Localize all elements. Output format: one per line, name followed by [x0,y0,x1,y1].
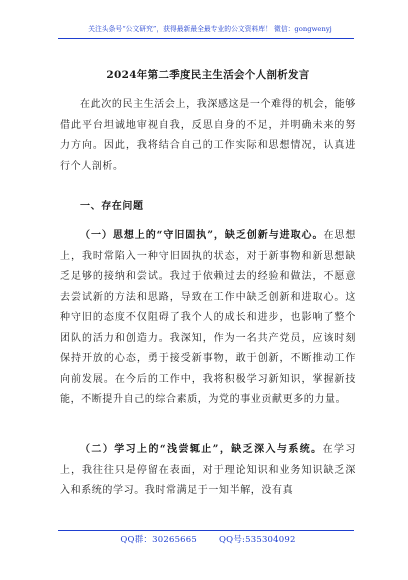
paragraph-2 [60,440,356,502]
footer-contact [60,534,356,546]
paragraph-2-lead: （二）学习上的“浅尝辄止”，缺乏深入与系统。 [80,444,323,455]
document-title: 2024年第二季度民主生活会个人剖析发言 [106,69,310,81]
qq-number-value: 535304092 [245,535,296,545]
intro-paragraph: 在此次的民主生活会上，我深感这是一个难得的机会，能够借此平台坦诚地审视自我，反思自身的不足，并明确未来的努力方向。因此，我将结合自己的工作实际和思想情况，认真进行个人剖析。 [60,99,356,172]
header-divider [58,38,354,39]
paragraph-2-text: 在学习上，我往往只是停留在表面，对于理论知识和业务知识缺乏深入和系统的学习。我时常满足于一知半解，没有真 [60,444,356,496]
qq-group-value: 30265665 [152,535,198,545]
paragraph-1-text: 在思想上，我时常陷入一种守旧固执的状态，对于新事物和新思想缺乏足够的接纳和尝试。我过于依赖过去的经验和做法，不愿意去尝试新的方法和思路，导致在工作中缺乏创新和进取心。这种守旧的态度不仅阻碍了我个人的成长和进步，也影响了整个团队的活力和创造力。我深知，作为一名共产党员，应该时刻保持开放的心态，勇于接受新事物，敢于创新，不断推动工作向前发展。在今后的工作中，我将积极学习新知识，掌握新技能，不断提升自己的综合素质，为党的事业贡献更多的力量。 [60,230,356,405]
qq-number-label: QQ号: [219,535,246,545]
header-banner: 关注头条号“公文研究”，获得最新最全最专业的公文资料库！ 微信：gongwenyj [88,25,332,33]
section-heading: 一、存在问题 [80,201,144,212]
paragraph-1 [60,226,356,411]
paragraph-1-lead: （一）思想上的“守旧固执”，缺乏创新与进取心。 [80,230,324,241]
footer-divider [58,530,354,531]
qq-group-label: QQ群： [120,535,153,545]
